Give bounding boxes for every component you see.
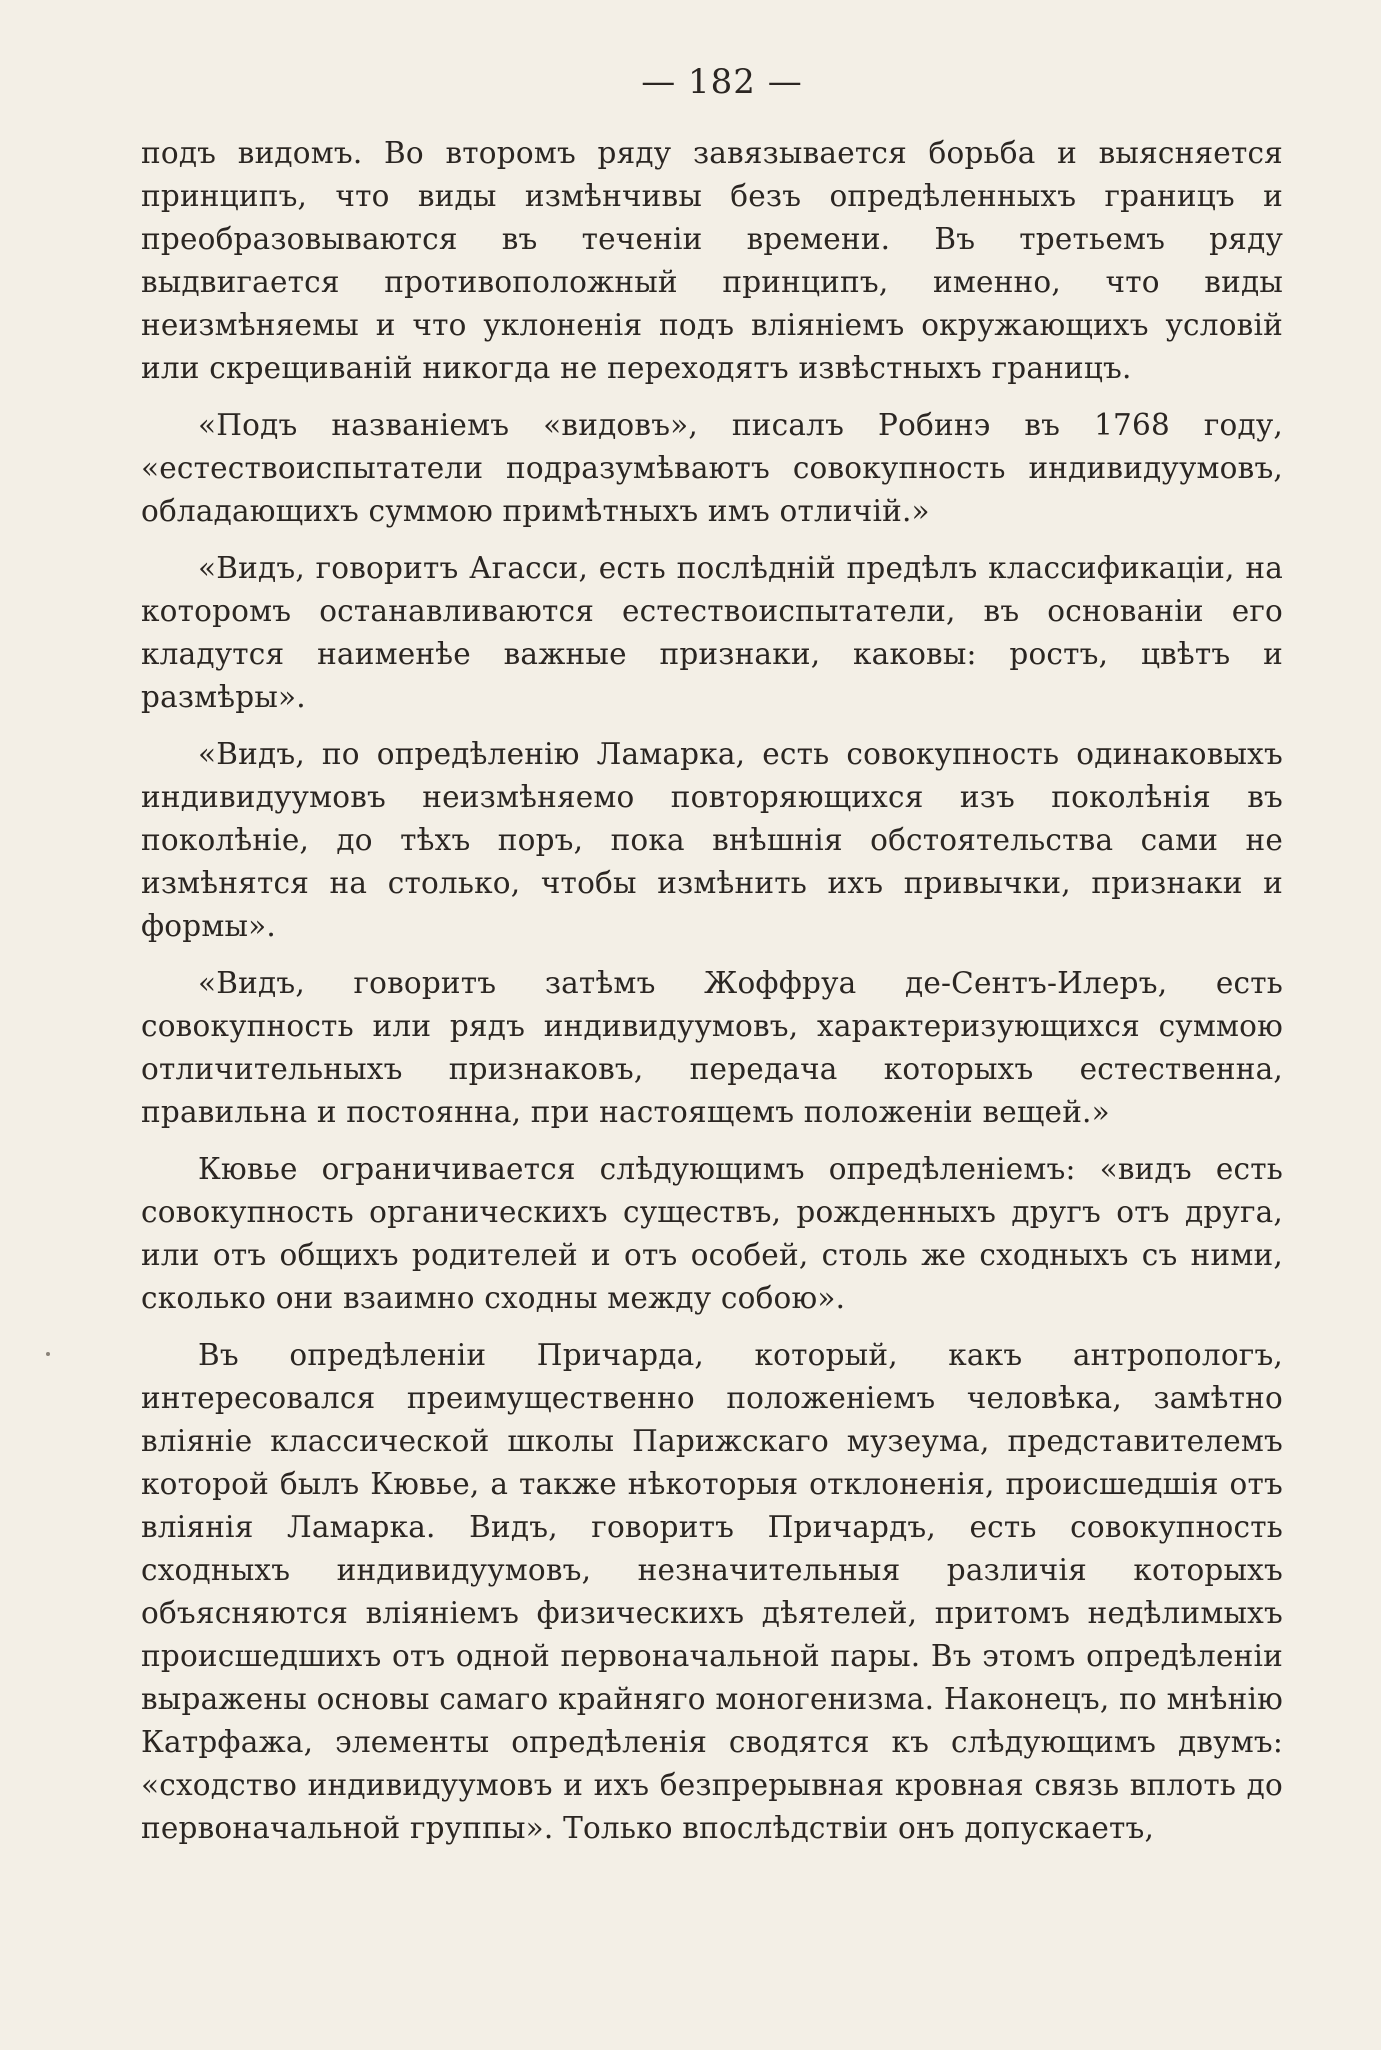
print-speck [46, 1352, 50, 1356]
paragraph-3: «Видъ, говоритъ Агасси, есть послѣдній предѣлъ классификаціи, на которомъ останавливаются естествоиспытатели, въ основаніи его кладутся наименѣе важные признаки, каковы: ростъ, цвѣтъ и размѣры». [141, 551, 1283, 714]
paragraph-1: подъ видомъ. Во второмъ ряду завязывается борьба и выясняется принципъ, что виды измѣнчивы безъ опредѣленныхъ границъ и преобразовываются въ теченіи времени. Въ третьемъ ряду выдвигается противоположный принципъ, именно, что виды неизмѣняемы и что уклоненія подъ вліяніемъ окружающихъ условій или скрещиваній никогда не переходятъ извѣстныхъ границъ. [141, 136, 1283, 385]
body-text [141, 132, 1283, 1850]
paragraph-4: «Видъ, по опредѣленію Ламарка, есть совокупность одинаковыхъ индивидуумовъ неизмѣняемо повторяющихся изъ поколѣнія въ поколѣніе, до тѣхъ поръ, пока внѣшнія обстоятельства сами не измѣнятся на столько, чтобы измѣнить ихъ привычки, признаки и формы». [141, 737, 1283, 943]
paragraph-5: «Видъ, говоритъ затѣмъ Жоффруа де-Сентъ-Илеръ, есть совокупность или рядъ индивидуумовъ, характеризующихся суммою отличительныхъ признаковъ, передача которыхъ естественна, правильна и постоянна, при настоящемъ положеніи вещей.» [141, 966, 1283, 1129]
paragraph-2: «Подъ названіемъ «видовъ», писалъ Робинэ въ 1768 году, «естествоиспытатели подразумѣваютъ совокупность индивидуумовъ, обладающихъ суммою примѣтныхъ имъ отличій.» [141, 408, 1283, 528]
page-number: — 182 — [641, 62, 803, 102]
paragraph-7: Въ опредѣленіи Причарда, который, какъ антропологъ, интересовался преимущественно положеніемъ человѣка, замѣтно вліяніе классической школы Парижскаго музеума, представителемъ которой былъ Кювье, а также нѣкоторыя отклоненія, происшедшія отъ вліянія Ламарка. Видъ, говоритъ Причардъ, есть совокупность сходныхъ индивидуумовъ, незначительныя различія которыхъ объясняются вліяніемъ физическихъ дѣятелей, притомъ недѣлимыхъ происшедшихъ отъ одной первоначальной пары. Въ этомъ опредѣленіи выражены основы самаго крайняго моногенизма. Наконецъ, по мнѣнію Катрфажа, элементы опредѣленія сводятся къ слѣдующимъ двумъ: «сходство индивидуумовъ и ихъ безпрерывная кровная связь вплоть до первоначальной группы». Только впослѣдствіи онъ допускаетъ, [141, 1338, 1283, 1845]
paragraph-6: Кювье ограничивается слѣдующимъ опредѣленіемъ: «видъ есть совокупность органическихъ существъ, рожденныхъ другъ отъ друга, или отъ общихъ родителей и отъ особей, столь же сходныхъ съ ними, сколько они взаимно сходны между собою». [141, 1152, 1283, 1315]
